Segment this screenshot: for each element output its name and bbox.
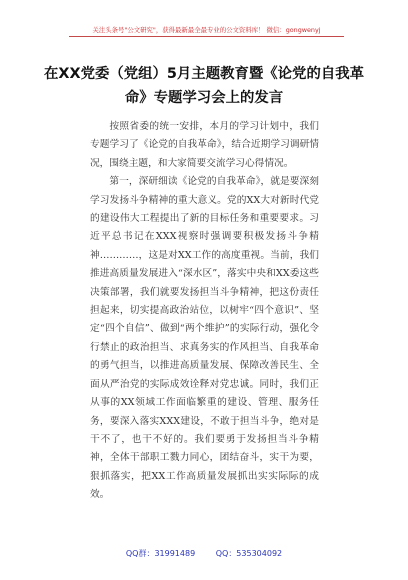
footer-contact <box>0 548 408 560</box>
paragraph-intro: 按照省委的统一安排，本月的学习计划中，我们专题学习了《论党的自我革命》，结合近期学习调研情况，围绕主题，和大家简要交流学习心得情况。 <box>90 121 319 169</box>
header-banner: 关注头条号"公文研究"，获得最新最全最专业的公文资料库！ 微信：gongwenyj <box>69 25 344 37</box>
qq-group-label: QQ群：31991489 <box>125 549 196 558</box>
document-title: 在XX党委（党组）5月主题教育暨《论党的自我革命》专题学习会上的发言 <box>43 66 365 106</box>
document-body <box>90 118 319 505</box>
paragraph-first-point: 第一，深研细读《论党的自我革命》，就是要深刻学习发扬斗争精神的重大意义。党的XX大对新时代党的建设伟大工程提出了新的目标任务和重要要求。习近平总书记在XXX视察时强调要积极发扬斗争精神…………，这是对XX工作的高度重视。当前，我们推进高质量发展进入“深水区”，落实中央和XX委这些决策部署，我们就要发扬担当斗争精神，把这份责任担起来，切实提高政治站位，以树牢“四个意识”、坚定“四个自信”、做到“两个维护”的实际行动，强化令行禁止的政治担当、求真务实的作风担当、自我革命的勇气担当，以推进高质量发展、保障改善民生、全面从严治党的实际成效诠释对党忠诚。同时，我们正从事的XX领域工作面临繁重的建设、管理、服务任务，要深入落实XXX建设，不敢于担当斗争，绝对是干不了，也干不好的。我们要勇于发扬担当斗争精神，全体干部职工戮力同心，团结奋斗，实干为要，狠抓落实，把XX工作高质量发展抓出实实际际的成效。 <box>90 176 319 501</box>
qq-number-label: QQ：535304092 <box>215 549 283 558</box>
